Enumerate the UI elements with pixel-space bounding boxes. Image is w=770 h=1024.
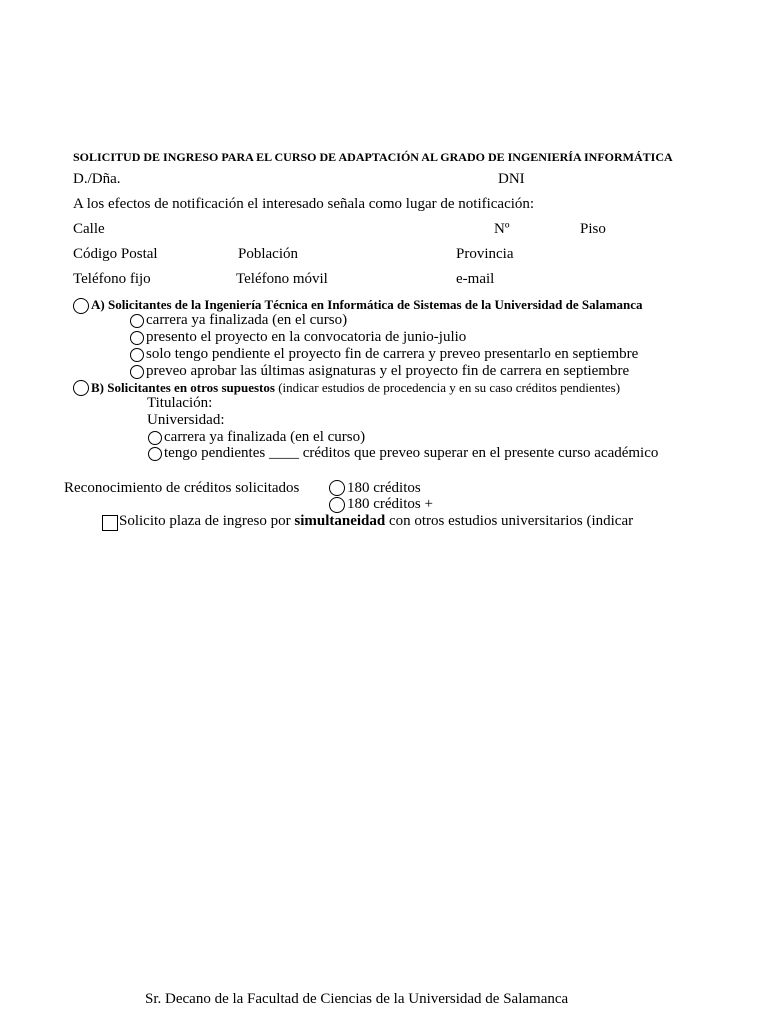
section-a-option-2-radio[interactable] — [130, 331, 144, 345]
section-a-option-2-label: presento el proyecto en la convocatoria de junio-julio — [146, 329, 467, 345]
section-b-option-2-label: tengo pendientes ____ créditos que preveo superar en el presente curso académico — [164, 445, 659, 461]
simultaneity-bold: simultaneidad — [294, 513, 386, 529]
credits-180-radio[interactable] — [329, 480, 345, 496]
simultaneity-before: Solicito plaza de ingreso por — [119, 513, 295, 529]
degree-label: Titulación: — [147, 395, 213, 411]
section-b-option-1-radio[interactable] — [148, 431, 162, 445]
section-b-heading-title: B) Solicitantes en otros supuestos — [91, 380, 275, 395]
form-title: SOLICITUD DE INGRESO PARA EL CURSO DE ADAPTACIÓN AL GRADO DE INGENIERÍA INFORMÁTICA — [73, 150, 673, 164]
mobile-label: Teléfono móvil — [236, 271, 328, 287]
section-a-option-4-label: preveo aprobar las últimas asignaturas y el proyecto fin de carrera en septiembre — [146, 363, 630, 379]
section-b-radio[interactable] — [73, 380, 89, 396]
footer-addressee: Sr. Decano de la Facultad de Ciencias de la Universidad de Salamanca — [145, 991, 569, 1007]
name-label: D./Dña. — [73, 171, 121, 187]
street-label: Calle — [73, 221, 105, 237]
postal-code-label: Código Postal — [73, 246, 158, 262]
town-label: Población — [238, 246, 298, 262]
credits-180-plus-radio[interactable] — [329, 497, 345, 513]
credits-180-plus-label: 180 créditos + — [347, 496, 433, 512]
credits-180-label: 180 créditos — [347, 480, 421, 496]
landline-label: Teléfono fijo — [73, 271, 151, 287]
simultaneity-checkbox[interactable] — [102, 515, 118, 531]
number-label: Nº — [494, 221, 510, 237]
notification-text: A los efectos de notificación el interesado señala como lugar de notificación: — [73, 196, 535, 212]
section-a-option-4-radio[interactable] — [130, 365, 144, 379]
floor-label: Piso — [580, 221, 606, 237]
simultaneity-text — [119, 514, 633, 529]
email-label: e-mail — [456, 271, 495, 287]
section-a-heading: A) Solicitantes de la Ingeniería Técnica en Informática de Sistemas de la Universidad de Salamanca — [91, 297, 643, 312]
dni-label: DNI — [498, 171, 525, 187]
credits-label: Reconocimiento de créditos solicitados — [64, 480, 300, 496]
section-b-heading — [91, 381, 620, 394]
section-b-heading-note: (indicar estudios de procedencia y en su caso créditos pendientes) — [274, 380, 621, 395]
section-b-option-2-radio[interactable] — [148, 447, 162, 461]
province-label: Provincia — [456, 246, 514, 262]
section-a-option-1-radio[interactable] — [130, 314, 144, 328]
university-label: Universidad: — [147, 412, 225, 428]
section-a-option-1-label: carrera ya finalizada (en el curso) — [146, 312, 348, 328]
section-b-option-1-label: carrera ya finalizada (en el curso) — [164, 429, 366, 445]
simultaneity-after: con otros estudios universitarios (indicar — [385, 513, 634, 529]
section-a-radio[interactable] — [73, 298, 89, 314]
section-a-option-3-radio[interactable] — [130, 348, 144, 362]
section-a-option-3-label: solo tengo pendiente el proyecto fin de carrera y preveo presentarlo en septiembre — [146, 346, 639, 362]
